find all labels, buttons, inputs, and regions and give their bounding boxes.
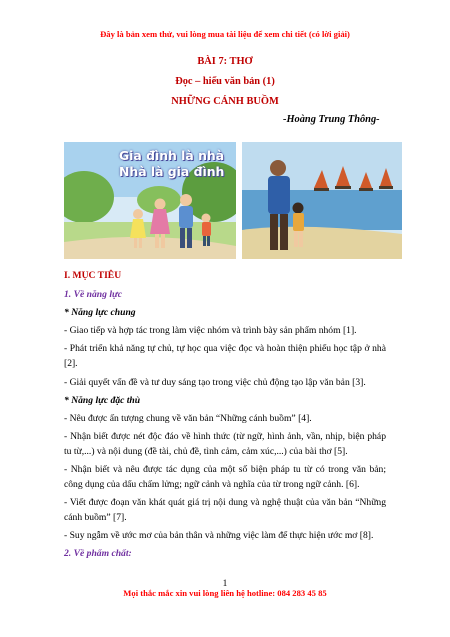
specific-item-1: - Nêu được ấn tượng chung về văn bản “Những cánh buồm” [4]. xyxy=(64,413,312,424)
illustration-caption-2: Nhà là gia đình xyxy=(119,164,225,179)
specific-item-5: - Suy ngẫm về ước mơ của bản thân và những việc làm để thực hiện ước mơ [8]. xyxy=(64,530,374,541)
page-number: 1 xyxy=(222,579,228,589)
subheading-general-competence: * Năng lực chung xyxy=(64,307,136,318)
family-illustration xyxy=(64,142,236,259)
subheading-specific-competence: * Năng lực đặc thù xyxy=(64,395,141,406)
lesson-subtitle: Đọc – hiểu văn bản (1) xyxy=(175,76,275,87)
specific-item-4: - Viết được đoạn văn khát quát giá trị nội dung và nghệ thuật của văn bản “Những cánh buồm” [7]. xyxy=(64,497,386,523)
specific-item-2: - Nhận biết được nét độc đáo về hình thức (từ ngữ, hình ảnh, vần, nhịp, biện pháp tu từ,...) và nội dung (đề tài, chủ đề, tình cảm, cảm xúc,...) của bài thơ [5]. xyxy=(64,431,386,457)
hotline-notice: Mọi thắc mắc xin vui lòng liên hệ hotline: 084 283 45 85 xyxy=(123,588,327,598)
specific-item-3: - Nhận biết và nêu được tác dụng của một số biện pháp tu từ có trong văn bản; công dụng của dấu chấm lửng; ngữ cảnh và nghĩa của từ trong ngữ cảnh. [6]. xyxy=(64,464,386,490)
general-item-1: - Giao tiếp và hợp tác trong làm việc nhóm và trình bày sản phẩm nhóm [1]. xyxy=(64,325,357,336)
preview-notice: Đây là bản xem thử, vui lòng mua tài liệu để xem chi tiết (có lời giải) xyxy=(100,29,350,39)
subheading-competence: 1. Về năng lực xyxy=(64,289,122,300)
sailboats-illustration xyxy=(242,142,402,259)
lesson-number: BÀI 7: THƠ xyxy=(197,56,253,67)
subheading-qualities: 2. Về phẩm chất: xyxy=(64,548,132,559)
general-item-2: - Phát triển khả năng tự chủ, tự học qua việc đọc và hoàn thiện phiếu học tập ở nhà [2]. xyxy=(64,343,386,369)
author-name: -Hoàng Trung Thông- xyxy=(283,114,380,125)
illustration-caption-1: Gia đình là nhà xyxy=(119,148,225,163)
general-item-3: - Giải quyết vấn đề và tư duy sáng tạo trong việc chủ động tạo lập văn bản [3]. xyxy=(64,377,366,388)
lesson-title: NHỮNG CÁNH BUỒM xyxy=(171,96,279,107)
section-heading-objectives: I. MỤC TIÊU xyxy=(64,270,122,281)
